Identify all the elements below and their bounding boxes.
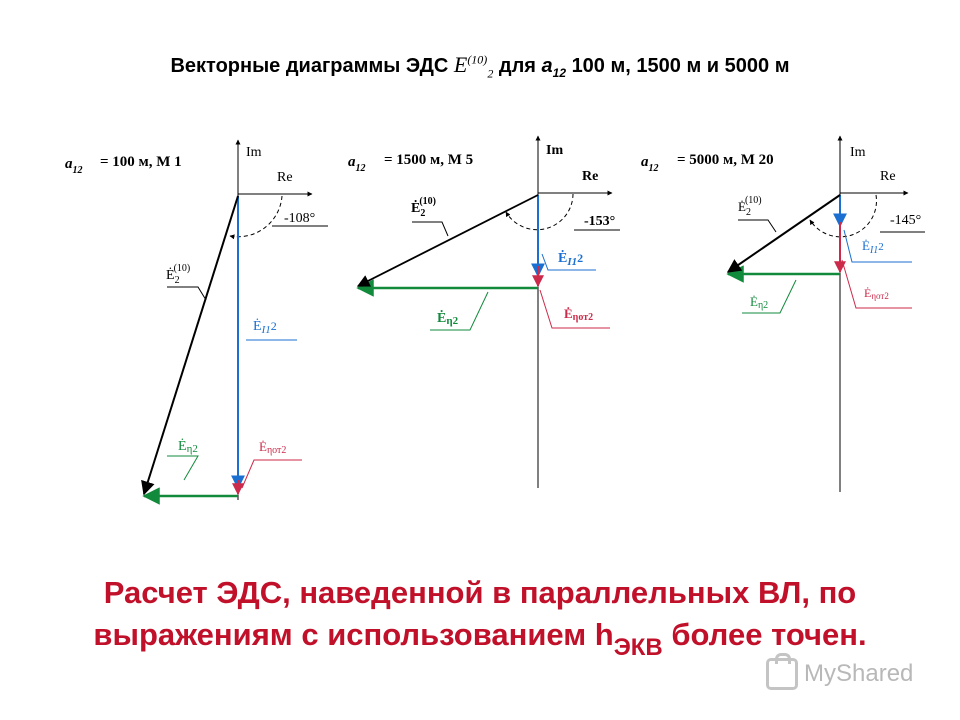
- panel-3-angle-arc: [810, 195, 876, 237]
- panel-3-a-label: $a_{12}$: [641, 154, 659, 174]
- panel-3-E2-label: $Ė_2(10)$: [738, 195, 762, 218]
- panel-3-E2-leader: [738, 220, 776, 232]
- conclusion-line-2: выражениям с использованием $h_{ЭКВ}$ более точен.: [93, 617, 867, 661]
- myshared-logo-icon: [766, 658, 798, 690]
- panel-3-im-label: Im: [850, 145, 866, 160]
- conclusion-text: [0, 572, 960, 669]
- title-part2: для: [498, 55, 536, 77]
- panel-2-a-value: = 1500 м, M 5: [384, 152, 474, 168]
- panel-1-Eeta-leader: [167, 456, 198, 480]
- watermark: [766, 658, 913, 690]
- panel-3-Eot-label: Ėηот2: [864, 286, 889, 301]
- panel-1-Eeta-label: Ėη2: [178, 439, 198, 455]
- panel-1-re-label: Re: [277, 170, 293, 185]
- panel-1-a-value: = 100 м, M 1: [100, 154, 182, 170]
- panel-3-Eeta-label: Ėη2: [750, 294, 769, 311]
- panel-2-Eot-label: Ėηот2: [564, 306, 594, 323]
- panel-1-Eot-leader: [242, 460, 302, 488]
- panel-2-re-label: Re: [582, 169, 599, 184]
- panel-1-E2-label: $Ė_2(10)$: [166, 263, 191, 286]
- panel-1-a-label: $a_{12}$: [65, 156, 83, 176]
- panel-1-angle-label: -108°: [284, 211, 316, 226]
- panel-3: [641, 136, 925, 492]
- panel-2-a-label: $a_{12}$: [348, 154, 366, 174]
- panel-3-EI-label: $Ė_{I1}^2$: [862, 238, 884, 256]
- panel-2-angle-arc: [506, 194, 573, 230]
- panel-1-Eot-label: Ėηот2: [259, 439, 287, 456]
- panel-2-vector-E2: [358, 195, 538, 286]
- watermark-text: MyShared: [804, 660, 914, 687]
- panel-2-EI-label: $Ė_{I1}2$: [558, 251, 584, 268]
- title-param: $a_{12}$: [541, 55, 566, 80]
- panel-3-re-label: Re: [880, 169, 896, 184]
- panel-2-im-label: Im: [546, 143, 564, 158]
- panel-1-E2-leader: [167, 287, 206, 300]
- panel-3-angle-label: -145°: [890, 213, 922, 228]
- panel-1-EI-label: $Ė_{I1}2$: [253, 319, 277, 336]
- panel-1: [65, 140, 328, 500]
- panel-2-Eeta-label: Ėη2: [437, 311, 459, 327]
- conclusion-line-1: Расчет ЭДС, наведенной в параллельных ВЛ, по: [103, 575, 857, 610]
- title-part1: Векторные диаграммы ЭДС: [170, 55, 449, 77]
- panel-2-angle-label: -153°: [584, 214, 616, 229]
- title-part3: 100 м, 1500 м и 5000 м: [571, 55, 790, 77]
- panel-2-E2-label: $Ė_2(10)$: [411, 196, 437, 219]
- panel-2: [348, 136, 620, 488]
- panel-2-E2-leader: [412, 222, 448, 236]
- panel-3-a-value: = 5000 м, M 20: [677, 152, 774, 168]
- panel-1-im-label: Im: [246, 145, 262, 160]
- emf-symbol: $E^{(10)}_2$: [453, 52, 494, 81]
